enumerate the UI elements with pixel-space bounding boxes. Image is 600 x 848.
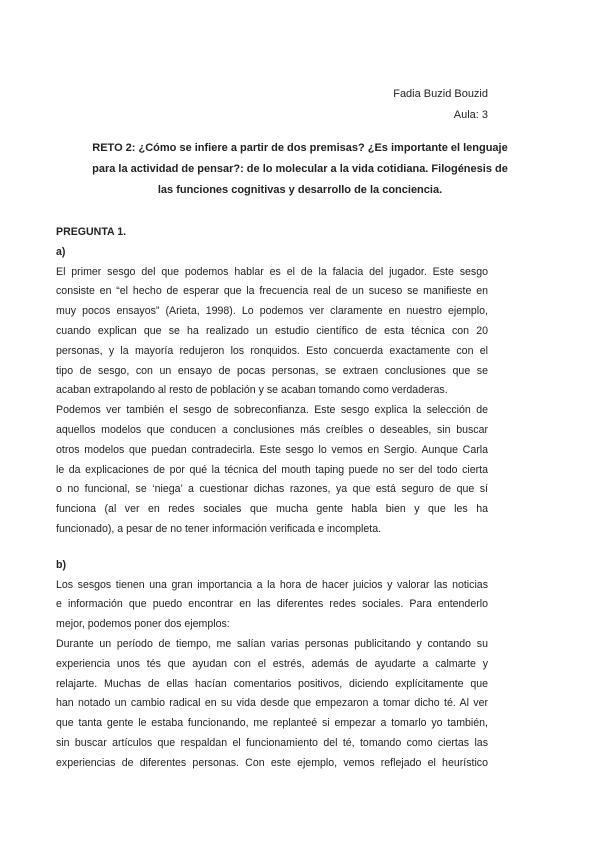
part-a-text (56, 263, 488, 540)
author-block (393, 84, 488, 126)
text-line: o no funcional, se ‘niega’ a cuestionar dichas razones, ya que está seguro de que sí (56, 483, 488, 496)
text-line: otros modelos que puedan contradecirla. Este sesgo lo vemos en Sergio. Aunque Carla (56, 443, 488, 456)
part-b-text (56, 576, 488, 774)
text-line: Los sesgos tienen una gran importancia a la hora de hacer juicios y valorar las noticias (56, 578, 488, 591)
author-name: Fadia Buzid Bouzid (393, 88, 488, 100)
title-line-2: para la actividad de pensar?: de lo molecular a la vida cotidiana. Filogénesis de (92, 163, 508, 175)
class-label: Aula: 3 (453, 109, 488, 121)
question-heading: PREGUNTA 1. (56, 226, 127, 238)
text-line: consiste en “el hecho de esperar que la frecuencia real de un suceso se manifieste en (56, 285, 488, 298)
part-b-label: b) (56, 558, 66, 571)
text-line: mejor, podemos poner dos ejemplos: (56, 618, 230, 631)
text-line: le da explicaciones de por qué la técnica del mouth taping puede no ser del todo cierta (56, 463, 488, 476)
text-line: que tanta gente le estaba funcionando, me replanteé si empezar a tomarlo yo también, (56, 717, 488, 730)
text-line: han notado un cambio radical en su vida desde que empezaron a tomar dicho té. Al ver (56, 697, 488, 710)
text-line: e información que puedo encontrar en las diferentes redes sociales. Para entenderlo (56, 598, 488, 611)
text-line: cuando explican que se ha realizado un estudio científico de esta técnica con 20 (56, 324, 488, 337)
text-line: tipo de sesgo, con un ensayo de pocas personas, se extraen conclusiones que se (56, 364, 488, 377)
text-line: experiencia unos tés que ayudan con el estrés, además de ayudarte a calmarte y (56, 657, 488, 670)
document-title (56, 138, 544, 201)
part-a-label: a) (56, 245, 66, 258)
text-line: Podemos ver también el sesgo de sobreconfianza. Este sesgo explica la selección de (56, 404, 488, 417)
text-line: funcionado), a pesar de no tener información verificada e incompleta. (56, 522, 382, 535)
text-line: relajarte. Muchas de ellas hacían comentarios positivos, diciendo explícitamente que (56, 677, 488, 690)
text-line: personas, y la mayoría redujeron los ronquidos. Esto concuerda exactamente con el (56, 344, 488, 357)
title-line-1: RETO 2: ¿Cómo se infiere a partir de dos premisas? ¿Es importante el lenguaje (92, 142, 508, 154)
text-line: sin buscar artículos que respaldan el funcionamiento del té, tomando como ciertas las (56, 736, 488, 749)
text-line: Durante un período de tiempo, me salían varias personas publicitando y contando su (56, 637, 488, 650)
text-line: experiencias de diferentes personas. Con este ejemplo, vemos reflejado el heurístico (56, 756, 488, 769)
text-line: aquellos modelos que conducen a conclusiones más creíbles o deseables, sin buscar (56, 423, 488, 436)
text-line: acaban extrapolando al resto de población y se acaban tomando como verdaderas. (56, 384, 448, 397)
document-body (56, 223, 488, 774)
section-gap (56, 540, 488, 556)
text-line: funciona (al ver en redes sociales que mucha gente habla bien y que les ha (56, 503, 488, 516)
text-line: muy pocos ensayos” (Arieta, 1998). Lo podemos ver claramente en nuestro ejemplo, (56, 305, 488, 318)
title-line-3: las funciones cognitivas y desarrollo de la conciencia. (157, 184, 443, 196)
text-line: El primer sesgo del que podemos hablar es el de la falacia del jugador. Este sesgo (56, 265, 488, 278)
